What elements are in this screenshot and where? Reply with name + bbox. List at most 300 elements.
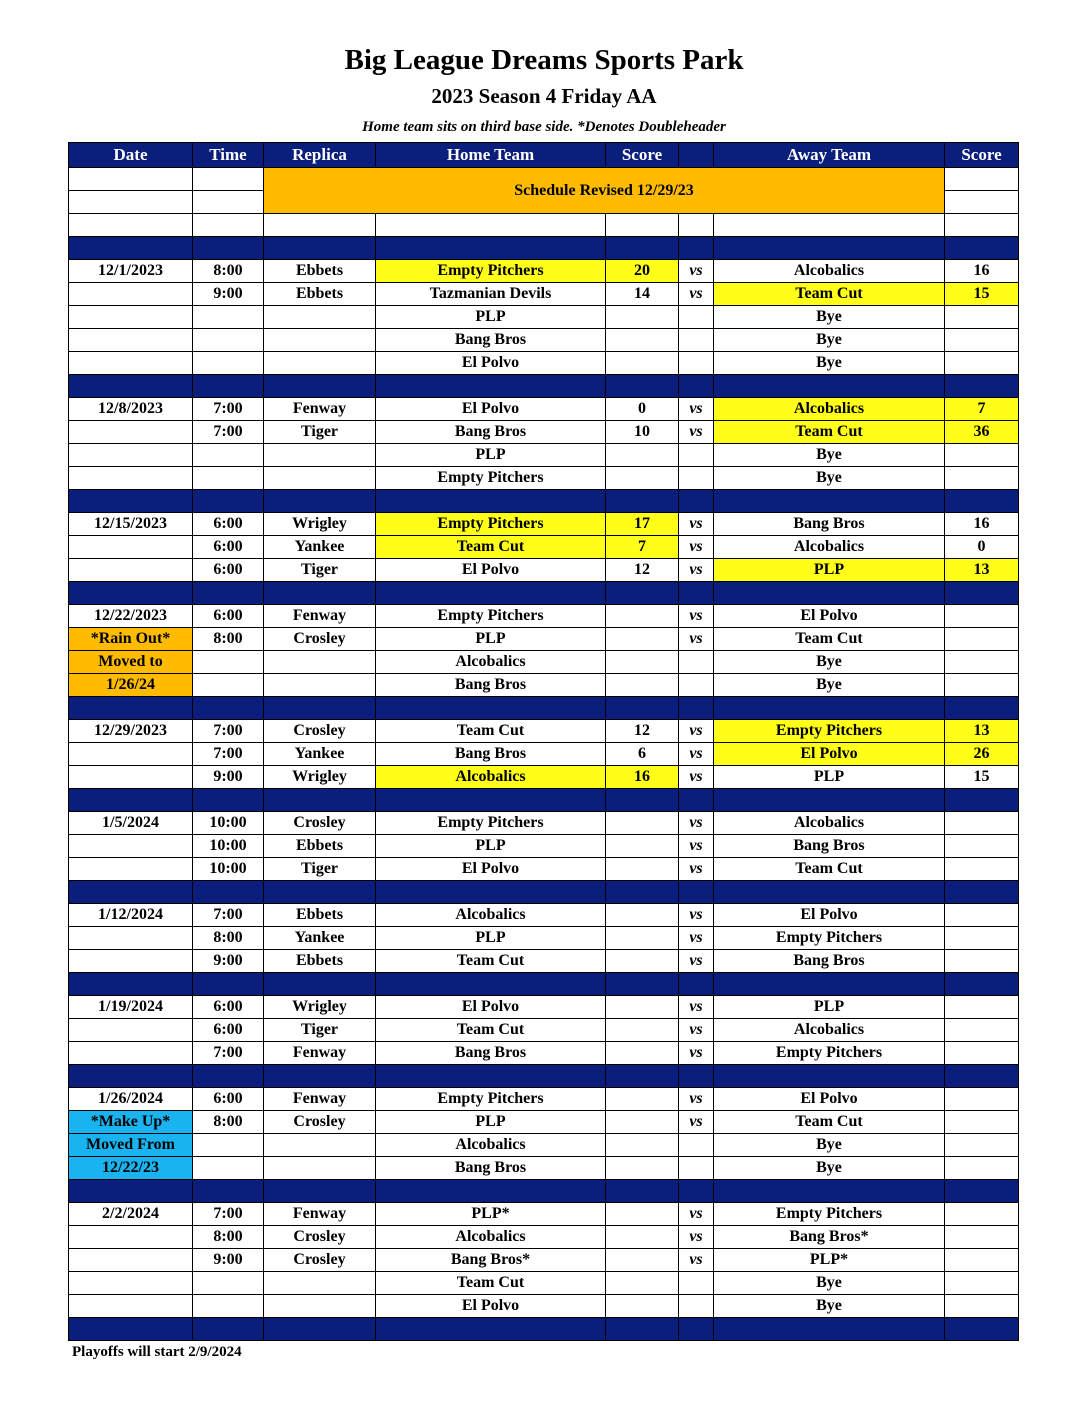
separator-cell xyxy=(69,1180,193,1203)
time-cell xyxy=(193,306,264,329)
separator-cell xyxy=(606,881,679,904)
away-score-cell: 13 xyxy=(945,559,1019,582)
vs-cell: vs xyxy=(679,858,714,881)
time-cell: 7:00 xyxy=(193,1042,264,1065)
date-cell xyxy=(69,306,193,329)
date-cell xyxy=(69,421,193,444)
replica-field-cell: Yankee xyxy=(264,743,376,766)
date-cell xyxy=(69,1042,193,1065)
replica-field-cell: Crosley xyxy=(264,1249,376,1272)
separator-cell xyxy=(679,490,714,513)
separator-cell xyxy=(945,973,1019,996)
week-separator-row xyxy=(69,237,1019,260)
separator-cell xyxy=(193,1180,264,1203)
away-score-cell xyxy=(945,674,1019,697)
away-team-cell: Alcobalics xyxy=(714,398,945,421)
home-team-cell: Bang Bros xyxy=(376,329,606,352)
replica-field-cell xyxy=(264,1272,376,1295)
home-team-cell: PLP xyxy=(376,835,606,858)
home-score-cell: 6 xyxy=(606,743,679,766)
home-team-cell: Bang Bros xyxy=(376,421,606,444)
page-subtitle: 2023 Season 4 Friday AA xyxy=(431,84,657,108)
separator-cell xyxy=(264,1318,376,1341)
away-team-cell: Bye xyxy=(714,352,945,375)
blank-row xyxy=(69,168,1019,191)
vs-cell: vs xyxy=(679,904,714,927)
away-score-cell: 0 xyxy=(945,536,1019,559)
home-score-cell xyxy=(606,1042,679,1065)
away-team-cell: Team Cut xyxy=(714,1111,945,1134)
vs-cell: vs xyxy=(679,1042,714,1065)
date-cell xyxy=(69,743,193,766)
home-score-cell: 12 xyxy=(606,559,679,582)
replica-field-cell: Tiger xyxy=(264,1019,376,1042)
game-row xyxy=(69,398,1019,421)
game-row xyxy=(69,1111,1019,1134)
separator-cell xyxy=(69,1318,193,1341)
home-score-cell xyxy=(606,1134,679,1157)
away-team-cell: PLP xyxy=(714,996,945,1019)
replica-field-cell: Yankee xyxy=(264,927,376,950)
separator-cell xyxy=(945,1318,1019,1341)
home-score-cell xyxy=(606,329,679,352)
game-row xyxy=(69,743,1019,766)
col-header-away-team: Away Team xyxy=(714,143,945,168)
away-score-cell: 16 xyxy=(945,513,1019,536)
time-cell xyxy=(193,467,264,490)
separator-cell xyxy=(945,582,1019,605)
separator-cell xyxy=(264,973,376,996)
game-row xyxy=(69,996,1019,1019)
away-score-cell: 15 xyxy=(945,766,1019,789)
away-score-cell xyxy=(945,467,1019,490)
time-cell: 6:00 xyxy=(193,996,264,1019)
date-cell: *Make Up* xyxy=(69,1111,193,1134)
home-team-cell: Empty Pitchers xyxy=(376,1088,606,1111)
separator-cell xyxy=(606,697,679,720)
date-cell: 1/5/2024 xyxy=(69,812,193,835)
separator-cell xyxy=(679,789,714,812)
home-team-cell: Empty Pitchers xyxy=(376,513,606,536)
separator-cell xyxy=(714,237,945,260)
time-cell: 9:00 xyxy=(193,283,264,306)
replica-field-cell: Tiger xyxy=(264,421,376,444)
separator-cell xyxy=(679,881,714,904)
blank-row xyxy=(69,214,1019,237)
separator-cell xyxy=(679,1180,714,1203)
replica-field-cell: Fenway xyxy=(264,605,376,628)
vs-cell: vs xyxy=(679,1088,714,1111)
vs-cell xyxy=(679,1157,714,1180)
week-separator-row xyxy=(69,1318,1019,1341)
separator-cell xyxy=(264,697,376,720)
game-row xyxy=(69,306,1019,329)
away-score-cell xyxy=(945,306,1019,329)
away-team-cell: Bye xyxy=(714,467,945,490)
schedule-table xyxy=(68,142,1019,1341)
away-score-cell: 13 xyxy=(945,720,1019,743)
separator-cell xyxy=(69,789,193,812)
home-team-cell: Team Cut xyxy=(376,536,606,559)
away-team-cell: Bye xyxy=(714,651,945,674)
separator-cell xyxy=(376,582,606,605)
vs-cell: vs xyxy=(679,835,714,858)
home-score-cell xyxy=(606,950,679,973)
replica-field-cell: Fenway xyxy=(264,1042,376,1065)
separator-cell xyxy=(69,1065,193,1088)
away-score-cell: 26 xyxy=(945,743,1019,766)
home-score-cell: 17 xyxy=(606,513,679,536)
away-score-cell xyxy=(945,812,1019,835)
replica-field-cell: Wrigley xyxy=(264,996,376,1019)
blank-cell xyxy=(69,191,193,214)
away-team-cell: Alcobalics xyxy=(714,1019,945,1042)
separator-cell xyxy=(193,973,264,996)
home-score-cell: 0 xyxy=(606,398,679,421)
game-row xyxy=(69,260,1019,283)
separator-cell xyxy=(376,237,606,260)
away-score-cell xyxy=(945,605,1019,628)
time-cell: 6:00 xyxy=(193,559,264,582)
vs-cell: vs xyxy=(679,950,714,973)
away-score-cell xyxy=(945,1272,1019,1295)
replica-field-cell: Fenway xyxy=(264,1203,376,1226)
time-cell xyxy=(193,1157,264,1180)
date-cell: 1/26/24 xyxy=(69,674,193,697)
home-team-cell: Bang Bros xyxy=(376,743,606,766)
away-score-cell xyxy=(945,1042,1019,1065)
separator-cell xyxy=(606,375,679,398)
blank-cell xyxy=(376,214,606,237)
vs-cell: vs xyxy=(679,720,714,743)
game-row xyxy=(69,651,1019,674)
home-team-cell: El Polvo xyxy=(376,1295,606,1318)
separator-cell xyxy=(606,1180,679,1203)
separator-cell xyxy=(606,237,679,260)
separator-cell xyxy=(714,1318,945,1341)
replica-field-cell xyxy=(264,1295,376,1318)
vs-cell: vs xyxy=(679,513,714,536)
home-score-cell: 14 xyxy=(606,283,679,306)
vs-cell: vs xyxy=(679,812,714,835)
date-cell xyxy=(69,1295,193,1318)
away-team-cell: Bye xyxy=(714,1157,945,1180)
time-cell: 6:00 xyxy=(193,605,264,628)
date-cell xyxy=(69,283,193,306)
separator-cell xyxy=(376,789,606,812)
away-team-cell: Empty Pitchers xyxy=(714,1203,945,1226)
separator-cell xyxy=(376,490,606,513)
home-team-cell: Team Cut xyxy=(376,720,606,743)
date-cell xyxy=(69,467,193,490)
game-row xyxy=(69,444,1019,467)
separator-cell xyxy=(945,789,1019,812)
home-score-cell: 10 xyxy=(606,421,679,444)
game-row xyxy=(69,1134,1019,1157)
date-cell xyxy=(69,352,193,375)
blank-cell xyxy=(945,168,1019,191)
away-team-cell: Team Cut xyxy=(714,283,945,306)
away-score-cell xyxy=(945,1019,1019,1042)
game-row xyxy=(69,513,1019,536)
date-cell: 12/15/2023 xyxy=(69,513,193,536)
date-cell: 1/26/2024 xyxy=(69,1088,193,1111)
separator-cell xyxy=(376,1318,606,1341)
date-cell xyxy=(69,950,193,973)
replica-field-cell: Yankee xyxy=(264,536,376,559)
separator-cell xyxy=(376,973,606,996)
date-cell: *Rain Out* xyxy=(69,628,193,651)
blank-cell xyxy=(69,168,193,191)
date-cell xyxy=(69,329,193,352)
away-team-cell: El Polvo xyxy=(714,605,945,628)
away-team-cell: Bye xyxy=(714,1134,945,1157)
home-score-cell xyxy=(606,927,679,950)
home-score-cell: 12 xyxy=(606,720,679,743)
date-cell: Moved From xyxy=(69,1134,193,1157)
blank-cell xyxy=(714,214,945,237)
week-separator-row xyxy=(69,490,1019,513)
away-score-cell xyxy=(945,835,1019,858)
time-cell: 6:00 xyxy=(193,513,264,536)
home-score-cell xyxy=(606,628,679,651)
time-cell: 10:00 xyxy=(193,812,264,835)
vs-cell: vs xyxy=(679,743,714,766)
game-row xyxy=(69,1019,1019,1042)
separator-cell xyxy=(376,1180,606,1203)
time-cell: 6:00 xyxy=(193,1019,264,1042)
vs-cell xyxy=(679,1295,714,1318)
time-cell: 7:00 xyxy=(193,421,264,444)
separator-cell xyxy=(69,881,193,904)
home-team-cell: Empty Pitchers xyxy=(376,605,606,628)
date-cell xyxy=(69,858,193,881)
separator-cell xyxy=(193,789,264,812)
replica-field-cell: Ebbets xyxy=(264,904,376,927)
separator-cell xyxy=(193,1318,264,1341)
away-score-cell: 7 xyxy=(945,398,1019,421)
separator-cell xyxy=(714,1180,945,1203)
away-score-cell xyxy=(945,904,1019,927)
away-team-cell: Alcobalics xyxy=(714,536,945,559)
replica-field-cell xyxy=(264,674,376,697)
replica-field-cell: Wrigley xyxy=(264,513,376,536)
away-team-cell: PLP xyxy=(714,559,945,582)
separator-cell xyxy=(714,789,945,812)
vs-cell xyxy=(679,651,714,674)
vs-cell xyxy=(679,352,714,375)
vs-cell xyxy=(679,444,714,467)
separator-cell xyxy=(945,490,1019,513)
away-score-cell xyxy=(945,628,1019,651)
vs-cell: vs xyxy=(679,996,714,1019)
home-team-cell: PLP xyxy=(376,628,606,651)
separator-cell xyxy=(376,375,606,398)
date-cell xyxy=(69,1019,193,1042)
separator-cell xyxy=(679,375,714,398)
separator-cell xyxy=(679,1318,714,1341)
page-title: Big League Dreams Sports Park xyxy=(344,44,744,76)
separator-cell xyxy=(714,375,945,398)
blank-cell xyxy=(193,191,264,214)
separator-cell xyxy=(714,490,945,513)
page-note: Home team sits on third base side. *Denotes Doubleheader xyxy=(362,119,726,135)
vs-cell: vs xyxy=(679,1203,714,1226)
blank-cell xyxy=(264,214,376,237)
separator-cell xyxy=(69,237,193,260)
vs-cell xyxy=(679,674,714,697)
replica-field-cell: Fenway xyxy=(264,398,376,421)
game-row xyxy=(69,536,1019,559)
separator-cell xyxy=(193,490,264,513)
game-row xyxy=(69,1088,1019,1111)
week-separator-row xyxy=(69,1065,1019,1088)
week-separator-row xyxy=(69,973,1019,996)
replica-field-cell xyxy=(264,1134,376,1157)
home-team-cell: El Polvo xyxy=(376,559,606,582)
separator-cell xyxy=(714,881,945,904)
home-team-cell: El Polvo xyxy=(376,398,606,421)
separator-cell xyxy=(264,375,376,398)
away-team-cell: Bang Bros xyxy=(714,513,945,536)
col-header-home-team: Home Team xyxy=(376,143,606,168)
time-cell: 9:00 xyxy=(193,950,264,973)
separator-cell xyxy=(193,697,264,720)
separator-cell xyxy=(69,697,193,720)
separator-cell xyxy=(264,490,376,513)
week-separator-row xyxy=(69,881,1019,904)
game-row xyxy=(69,628,1019,651)
playoffs-note: Playoffs will start 2/9/2024 xyxy=(72,1344,242,1360)
replica-field-cell: Tiger xyxy=(264,559,376,582)
home-score-cell xyxy=(606,1226,679,1249)
replica-field-cell: Crosley xyxy=(264,1226,376,1249)
vs-cell: vs xyxy=(679,536,714,559)
away-team-cell: Bye xyxy=(714,1295,945,1318)
separator-cell xyxy=(606,490,679,513)
col-header-time: Time xyxy=(193,143,264,168)
away-score-cell xyxy=(945,1111,1019,1134)
home-score-cell xyxy=(606,1019,679,1042)
replica-field-cell: Crosley xyxy=(264,812,376,835)
date-cell xyxy=(69,1272,193,1295)
away-team-cell: Empty Pitchers xyxy=(714,1042,945,1065)
away-score-cell: 15 xyxy=(945,283,1019,306)
replica-field-cell: Crosley xyxy=(264,720,376,743)
separator-cell xyxy=(679,237,714,260)
blank-cell xyxy=(193,168,264,191)
away-score-cell xyxy=(945,1088,1019,1111)
vs-cell xyxy=(679,1272,714,1295)
home-score-cell xyxy=(606,1249,679,1272)
separator-cell xyxy=(193,1065,264,1088)
vs-cell xyxy=(679,329,714,352)
away-score-cell xyxy=(945,1249,1019,1272)
date-cell: 1/19/2024 xyxy=(69,996,193,1019)
replica-field-cell: Ebbets xyxy=(264,835,376,858)
home-team-cell: Empty Pitchers xyxy=(376,260,606,283)
vs-cell: vs xyxy=(679,1249,714,1272)
game-row xyxy=(69,720,1019,743)
separator-cell xyxy=(264,1180,376,1203)
replica-field-cell xyxy=(264,651,376,674)
blank-cell xyxy=(606,214,679,237)
blank-cell xyxy=(945,214,1019,237)
away-score-cell xyxy=(945,329,1019,352)
home-score-cell: 20 xyxy=(606,260,679,283)
game-row xyxy=(69,904,1019,927)
blank-cell xyxy=(69,214,193,237)
blank-cell xyxy=(945,191,1019,214)
date-cell xyxy=(69,559,193,582)
home-team-cell: PLP xyxy=(376,444,606,467)
separator-cell xyxy=(945,1065,1019,1088)
separator-cell xyxy=(606,582,679,605)
home-score-cell xyxy=(606,352,679,375)
date-cell xyxy=(69,927,193,950)
away-score-cell xyxy=(945,651,1019,674)
replica-field-cell: Ebbets xyxy=(264,260,376,283)
separator-cell xyxy=(945,375,1019,398)
game-row xyxy=(69,927,1019,950)
time-cell: 7:00 xyxy=(193,904,264,927)
time-cell: 8:00 xyxy=(193,1226,264,1249)
date-cell: 1/12/2024 xyxy=(69,904,193,927)
away-team-cell: PLP xyxy=(714,766,945,789)
time-cell: 8:00 xyxy=(193,1111,264,1134)
separator-cell xyxy=(606,1318,679,1341)
home-team-cell: Tazmanian Devils xyxy=(376,283,606,306)
separator-cell xyxy=(193,881,264,904)
date-cell xyxy=(69,444,193,467)
home-score-cell xyxy=(606,444,679,467)
separator-cell xyxy=(264,237,376,260)
home-score-cell xyxy=(606,651,679,674)
time-cell: 7:00 xyxy=(193,1203,264,1226)
time-cell: 6:00 xyxy=(193,536,264,559)
col-header-vs xyxy=(679,143,714,168)
separator-cell xyxy=(264,789,376,812)
away-team-cell: PLP* xyxy=(714,1249,945,1272)
separator-cell xyxy=(69,490,193,513)
separator-cell xyxy=(193,375,264,398)
away-team-cell: Alcobalics xyxy=(714,260,945,283)
game-row xyxy=(69,1157,1019,1180)
separator-cell xyxy=(945,237,1019,260)
replica-field-cell xyxy=(264,329,376,352)
time-cell: 7:00 xyxy=(193,743,264,766)
time-cell: 7:00 xyxy=(193,398,264,421)
separator-cell xyxy=(264,881,376,904)
replica-field-cell: Wrigley xyxy=(264,766,376,789)
away-team-cell: Bang Bros xyxy=(714,950,945,973)
game-row xyxy=(69,1295,1019,1318)
date-cell: 12/22/2023 xyxy=(69,605,193,628)
separator-cell xyxy=(606,789,679,812)
vs-cell xyxy=(679,467,714,490)
replica-field-cell: Crosley xyxy=(264,628,376,651)
vs-cell: vs xyxy=(679,559,714,582)
home-score-cell xyxy=(606,858,679,881)
game-row xyxy=(69,1226,1019,1249)
vs-cell: vs xyxy=(679,1111,714,1134)
separator-cell xyxy=(945,1180,1019,1203)
home-score-cell: 7 xyxy=(606,536,679,559)
home-score-cell xyxy=(606,1203,679,1226)
game-row xyxy=(69,559,1019,582)
game-row xyxy=(69,605,1019,628)
vs-cell: vs xyxy=(679,927,714,950)
